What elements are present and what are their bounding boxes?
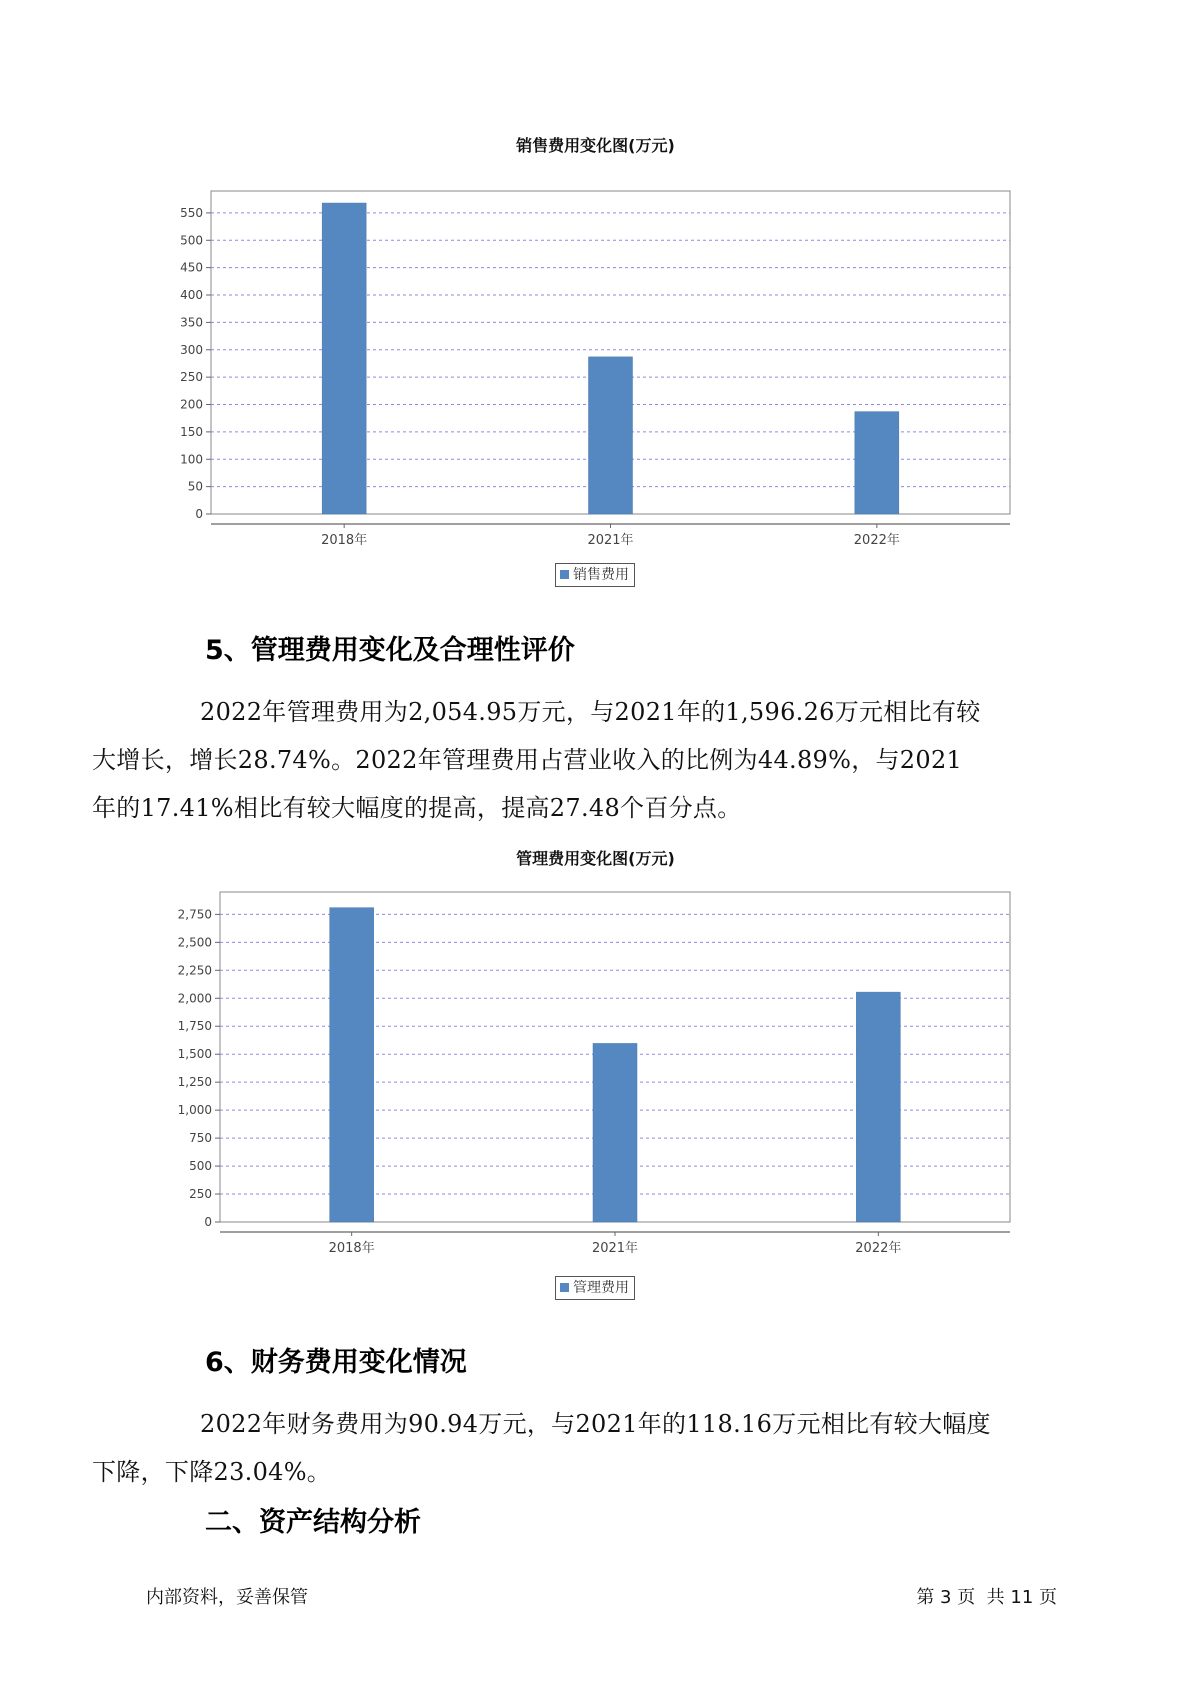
y-tick-label: 1,500 [177, 1047, 212, 1062]
section-6-heading: 6、财务费用变化情况 [205, 1347, 467, 1378]
bar [593, 1043, 637, 1222]
y-tick-label: 1,750 [177, 1019, 212, 1034]
y-tick-label: 200 [180, 397, 203, 412]
x-tick-label: 2022年 [853, 533, 900, 548]
chart-2-title: 管理费用变化图(万元) [516, 849, 675, 868]
section-6-line-2: 下降，下降23.04%。 [92, 1458, 332, 1486]
section-5-line-1: 2022年管理费用为2,054.95万元，与2021年的1,596.26万元相比有较 [200, 698, 981, 726]
y-tick-label: 100 [180, 452, 203, 467]
y-tick-label: 250 [189, 1187, 212, 1202]
x-tick-label: 2021年 [587, 533, 634, 548]
bar [330, 908, 374, 1222]
y-tick-label: 750 [189, 1131, 212, 1146]
section-5-line-2: 大增长，增长28.74%。2022年管理费用占营业收入的比例为44.89%，与2021 [92, 746, 963, 774]
x-tick-label: 2018年 [328, 1241, 375, 1256]
x-tick-label: 2018年 [321, 533, 368, 548]
y-tick-label: 450 [180, 260, 203, 275]
footer-confidential-note: 内部资料，妥善保管 [146, 1587, 308, 1608]
y-tick-label: 1,000 [177, 1103, 212, 1118]
section-6-paragraph [92, 1400, 1046, 1496]
y-tick-label: 2,750 [177, 907, 212, 922]
bar [856, 992, 900, 1222]
section-two-heading: 二、资产结构分析 [205, 1507, 421, 1538]
section-6-line-1: 2022年财务费用为90.94万元，与2021年的118.16万元相比有较大幅度 [200, 1410, 991, 1438]
y-tick-label: 150 [180, 424, 203, 439]
y-tick-label: 50 [187, 479, 203, 494]
x-tick-label: 2022年 [855, 1241, 902, 1256]
y-tick-label: 300 [180, 342, 203, 357]
y-tick-label: 2,250 [177, 963, 212, 978]
chart-1-legend-label: 销售费用 [573, 567, 629, 583]
chart-1-title: 销售费用变化图(万元) [516, 136, 675, 155]
chart-2-legend [555, 1276, 635, 1300]
y-tick-label: 0 [204, 1215, 212, 1229]
y-tick-label: 550 [180, 205, 203, 220]
y-tick-label: 2,000 [177, 991, 212, 1006]
y-tick-label: 350 [180, 315, 203, 330]
y-tick-label: 500 [189, 1159, 212, 1174]
legend-swatch [560, 1283, 569, 1292]
section-5-line-3: 年的17.41%相比有较大幅度的提高，提高27.48个百分点。 [92, 794, 742, 822]
y-tick-label: 500 [180, 233, 203, 248]
y-tick-label: 2,500 [177, 935, 212, 950]
x-tick-label: 2021年 [591, 1241, 639, 1256]
y-tick-label: 250 [180, 370, 203, 385]
footer-page-number: 第 3 页 共 11 页 [916, 1587, 1057, 1608]
y-tick-label: 1,250 [177, 1075, 212, 1090]
chart-2-legend-label: 管理费用 [573, 1280, 629, 1296]
y-tick-label: 0 [195, 507, 203, 521]
y-tick-label: 400 [180, 288, 203, 303]
section-5-heading: 5、管理费用变化及合理性评价 [205, 635, 575, 666]
